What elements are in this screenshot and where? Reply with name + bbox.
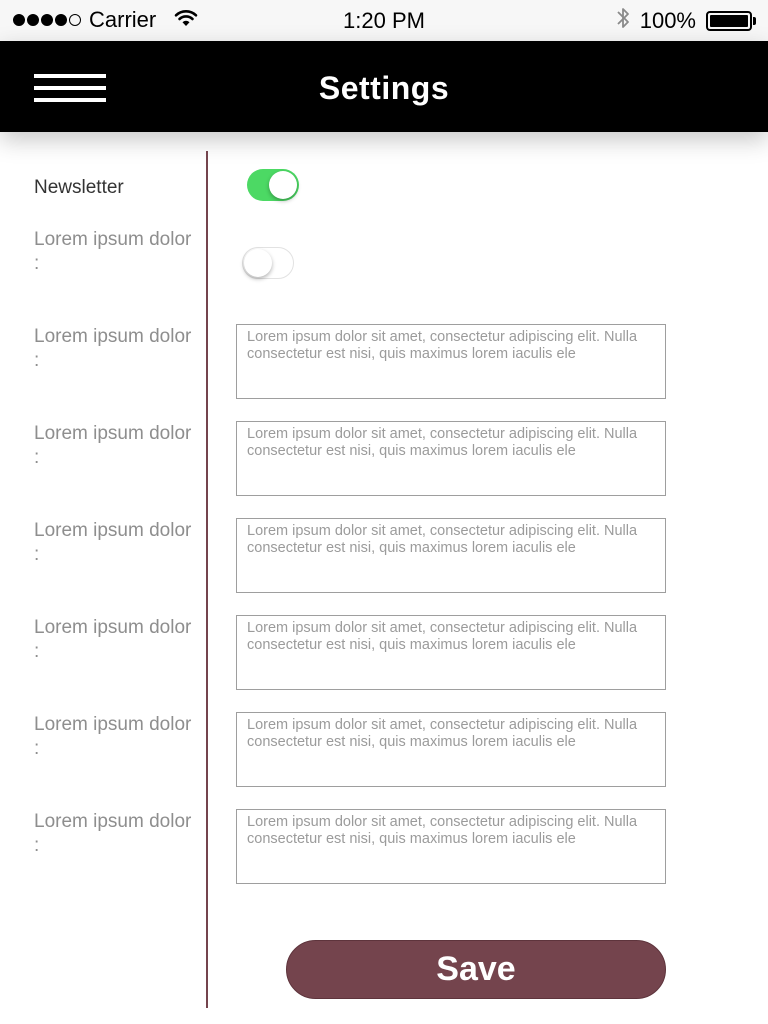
vertical-divider [206,151,208,1008]
text-field-1[interactable] [236,324,666,399]
text-field-label-6: Lorem ipsum dolor : [34,811,192,856]
page-title: Settings [318,70,450,106]
text-field-4[interactable] [236,615,666,690]
text-field-6[interactable] [236,809,666,884]
save-button[interactable]: Save [286,940,666,999]
newsletter-label: Newsletter [34,177,124,198]
toggle-knob [244,249,272,277]
status-time: 1:20 PM [343,8,425,33]
status-right [616,6,756,36]
navigation-bar [0,41,768,132]
bluetooth-icon [616,6,630,36]
newsletter-toggle[interactable] [247,169,299,201]
text-field-label-5: Lorem ipsum dolor : [34,714,192,759]
battery-icon [706,10,756,32]
option-toggle-label: Lorem ipsum dolor : [34,229,192,274]
text-field-label-2: Lorem ipsum dolor : [34,423,192,468]
text-field-5[interactable] [236,712,666,787]
status-bar [0,0,768,41]
battery-percentage: 100% [639,8,696,33]
text-field-2[interactable] [236,421,666,496]
text-field-label-1: Lorem ipsum dolor : [34,326,192,371]
text-field-label-3: Lorem ipsum dolor : [34,520,192,565]
toggle-knob [269,171,297,199]
carrier-label: Carrier [89,7,157,32]
option-toggle[interactable] [242,247,294,279]
text-field-3[interactable] [236,518,666,593]
text-field-label-4: Lorem ipsum dolor : [34,617,192,662]
